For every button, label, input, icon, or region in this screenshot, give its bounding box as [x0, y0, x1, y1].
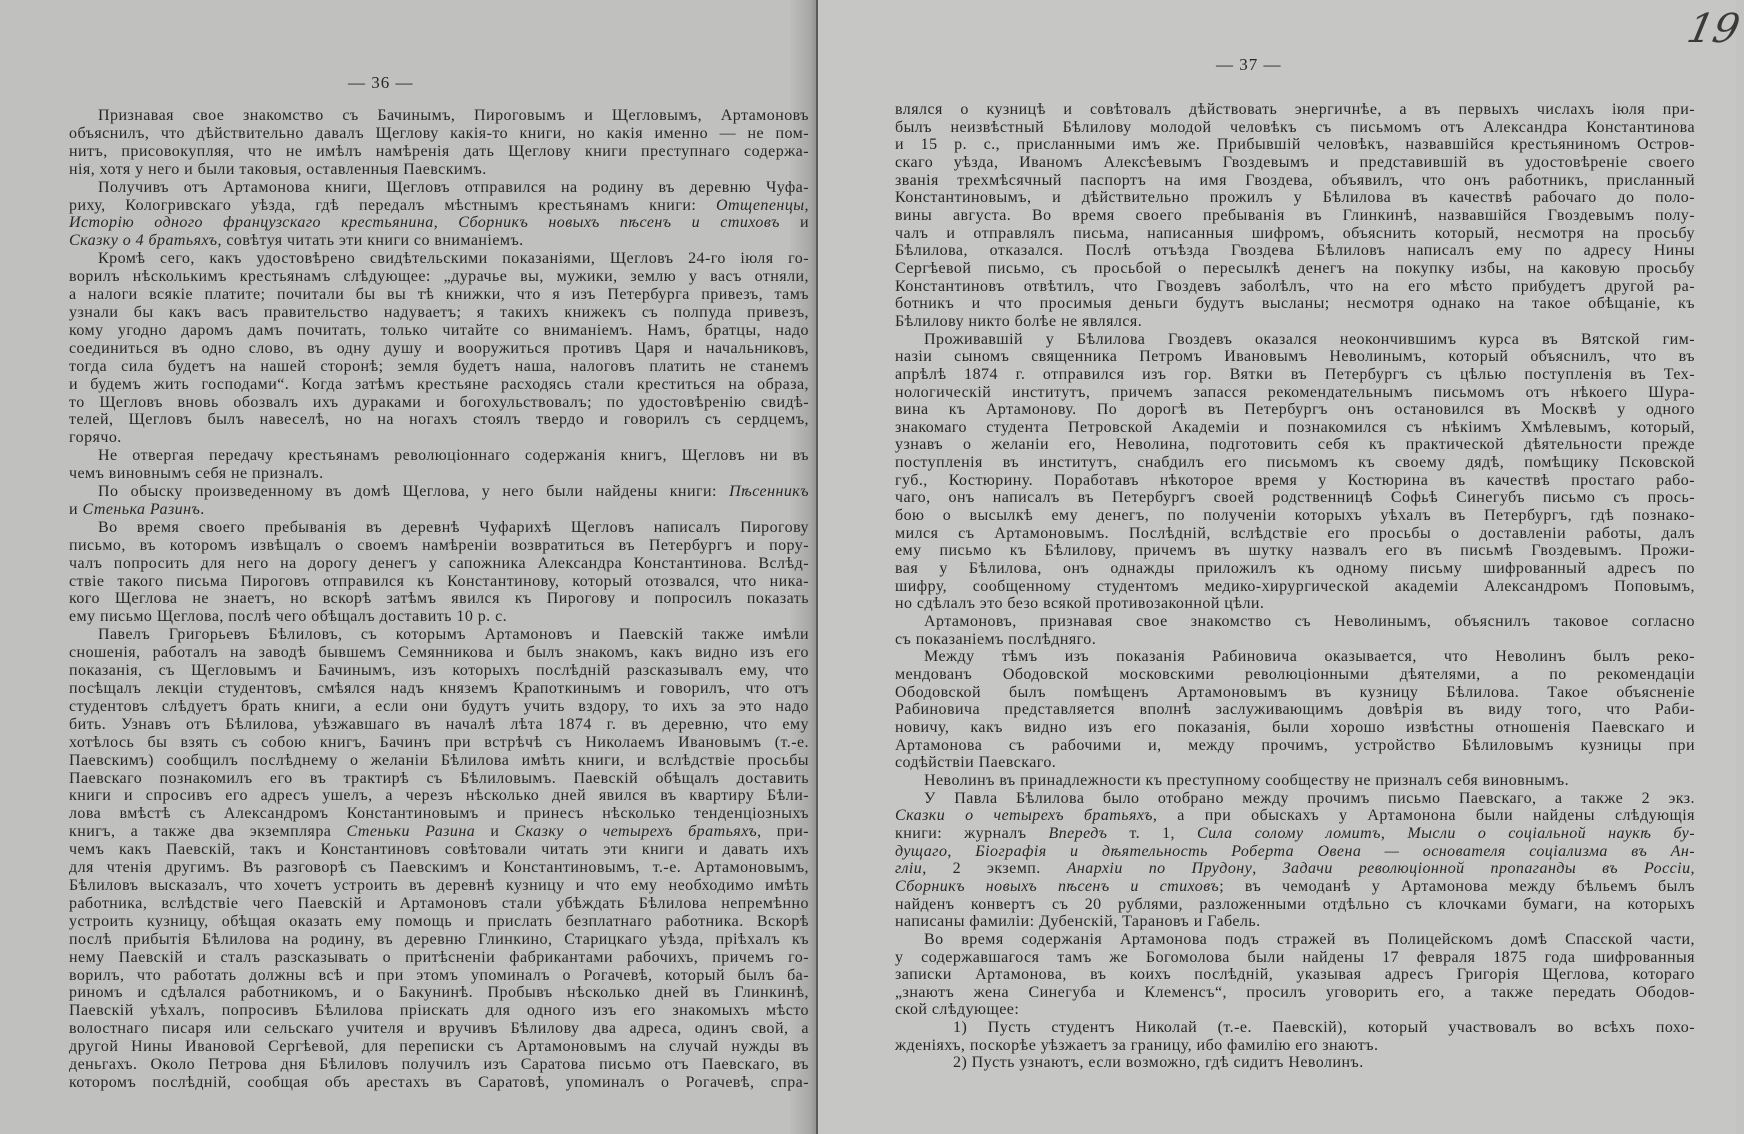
text-line: содѣйствіи Паевскаго.	[895, 754, 1057, 772]
text-segment: и	[69, 500, 83, 518]
text-line: Рабиновича представляется вполнѣ заслуживающимъ довѣрія въ виду того, что Раби-	[895, 701, 1695, 719]
paragraph	[895, 772, 1695, 790]
italic-title: Сказку о 4 братьяхъ	[69, 232, 218, 250]
text-segment: риху, Кологривскаго уѣзда, гдѣ передалъ мѣстнымъ крестьянамъ книги:	[69, 196, 716, 214]
text-line: нему Паевскій и сталъ разсказывать о притѣсненіи фабрикантами рабочихъ, причемъ го-	[69, 948, 809, 966]
text-line: хотѣлось бы взять съ собою книгъ, Бачинъ при встрѣчѣ съ Николаемъ Ивановымъ (т.-е.	[69, 733, 809, 751]
text-line: ему письмо Щеглова, послѣ чего обѣщалъ доставить 10 р. с.	[69, 608, 508, 626]
italic-title: Мысли о соціальной наукѣ бу-	[1407, 824, 1695, 842]
text-line: лова вмѣстѣ съ Александромъ Константиновымъ и принесъ нѣсколько тенденціозныхъ	[69, 805, 809, 823]
text-line: вина къ Артамонову. По дорогѣ въ Петербургъ онъ остановился въ Москвѣ у одного	[895, 401, 1695, 419]
text-line: апрѣлѣ 1874 г. отправился изъ гор. Вятки въ Петербургъ съ цѣлью поступленія въ Тех-	[895, 365, 1695, 383]
italic-title: Сборникъ новыхъ пѣсенъ и стиховъ	[895, 877, 1220, 895]
text-segment: ,	[433, 214, 459, 232]
text-line: найденъ конвертъ съ 20 рублями, разложенными отдѣльно съ клочками бумаги, на которыхъ	[895, 895, 1695, 913]
text-segment: По обыску произведенному въ домѣ Щеглова, у него были найдены книги:	[98, 483, 730, 501]
text-line: чалъ и отправлялъ письма, написанныя шифромъ, объяснить который, несмотря на просьбу	[895, 224, 1695, 242]
text-line: Артамоновъ, признавая свое знакомство съ Неволинымъ, объяснилъ таковое согласно	[924, 613, 1695, 631]
text-line: соединиться въ одно слово, въ одну душу и вооружиться противъ Царя и начальниковъ,	[69, 339, 809, 357]
text-line: записки Артамонова, въ коихъ послѣдній, указывая адресъ Григорія Щеглова, котораго	[895, 966, 1695, 984]
text-line: У Павла Бѣлилова было отобрано между прочимъ письмо Паевскаго, а также 2 экз.	[924, 789, 1695, 807]
italic-title: гліи	[895, 860, 923, 878]
paragraph	[69, 447, 809, 483]
text-line: риномъ и сдѣлался работникомъ, и о Бакунинѣ. Пробывъ нѣсколько дней въ Глинкинѣ,	[69, 984, 809, 1002]
text-line: Признавая свое знакомство съ Бачинымъ, Пироговымъ и Щегловымъ, Артамоновъ	[98, 107, 809, 124]
paragraph	[895, 931, 1695, 1019]
text-line: ворилъ, что работать должны всѣ и при этомъ упоминалъ о Рогачевѣ, который былъ ба-	[69, 966, 809, 984]
text-line: написаны фамиліи: Дубенскій, Тарановъ и Габель.	[895, 913, 1261, 931]
text-line: горячо.	[69, 429, 122, 447]
text-line: 1) Пусть студентъ Николай (т.-е. Паевскій), который участвовалъ во всѣхъ похо-	[953, 1019, 1695, 1037]
text-segment: книги: журналъ	[895, 824, 1049, 842]
text-line: шифру, сообщенному студентомъ медико-хирургической академіи Александромъ Поповымъ,	[895, 577, 1695, 595]
text-line: для чтенія другимъ. Въ разговорѣ съ Паевскимъ и Константиновымъ, т.-е. Артамоновымъ,	[69, 859, 809, 877]
text-segment: ,	[1252, 860, 1283, 878]
paragraph	[69, 483, 809, 519]
text-line: Не отвергая передачу крестьянамъ революціоннаго содержанія книгъ, Щегловъ ни въ	[98, 447, 809, 465]
italic-title: Отщепенцы,	[715, 196, 809, 214]
text-line: званія трехмѣсячный паспортъ на имя Гвоздева, объявилъ, что онъ работникъ, присланный	[895, 171, 1695, 189]
italic-title: дущаго	[895, 842, 948, 860]
text-segment: ; въ чемоданѣ у Артамонова между бѣльемъ былъ	[1219, 877, 1696, 895]
text-line: Константиновымъ, и дѣйствительно прожилъ у Бѣлилова въ качествѣ рабочаго до поло-	[895, 189, 1695, 207]
text-line: Во время своего пребыванія въ деревнѣ Чуфарихѣ Щегловъ написалъ Пирогову	[98, 518, 809, 536]
page-37-text	[895, 101, 1695, 1072]
italic-title: Стеньки Разина	[346, 823, 476, 841]
text-line	[69, 501, 809, 519]
text-line	[69, 823, 809, 841]
text-line: нологическій институтъ, причемъ запасся рекомендательнымъ письмомъ отъ нѣкоего Шура-	[895, 383, 1695, 401]
text-line: Бѣлилова, отказался. Послѣ отъѣзда Гвоздева Бѣлиловъ написалъ ему по адресу Нины	[895, 242, 1695, 260]
text-line: то Щегловъ вновь обозвалъ ихъ дураками и богохульствовалъ; по удостовѣренію свидѣ-	[69, 393, 809, 411]
text-line: Павелъ Григорьевъ Бѣлиловъ, съ которымъ Артамоновъ и Паевскій также имѣли	[98, 626, 809, 644]
text-line	[69, 214, 809, 232]
italic-title: Сила солому ломитъ	[1196, 824, 1381, 842]
text-line: но сдѣлалъ это безо всякой противозаконной цѣли.	[895, 595, 1265, 613]
text-line: деньгахъ. Около Петрова дня Бѣлиловъ получилъ изъ Саратова письмо отъ Паевскаго, въ	[69, 1056, 809, 1074]
text-line: назіи сыномъ священника Петромъ Ивановымъ Неволинымъ, который объяснилъ, что въ	[895, 348, 1695, 366]
text-segment: .	[200, 500, 205, 518]
handwritten-folio-number: 19	[1683, 6, 1744, 52]
text-line: Получивъ отъ Артамонова книги, Щегловъ отправился на родину въ деревню Чуфа-	[98, 178, 809, 196]
text-line: Паевскій уѣхалъ, попросивъ Бѣлилова пріискать для одного изъ его знакомыхъ мѣсто	[69, 1002, 809, 1020]
text-line: Проживавшій у Бѣлилова Гвоздевъ оказался неокончившимъ курса въ Вятской гим-	[924, 330, 1695, 348]
text-line: нія, хотя у него и были таковыя, оставленныя Паевскимъ.	[69, 160, 487, 178]
italic-title: Сказки о четырехъ братьяхъ	[895, 807, 1153, 825]
text-line: Ободовской былъ помѣщенъ Артамоновымъ въ кузницу Бѣлилова. Такое объясненіе	[895, 683, 1695, 701]
paragraph	[895, 1019, 1695, 1054]
text-segment: , а при обыскахъ у Артамонона были найдены слѣдующія	[1152, 807, 1695, 825]
text-line: „знаютъ жена Синегуба и Клеменсъ“, просилъ уговорить его, а также передать Ободов-	[895, 983, 1695, 1001]
text-line: ворилъ нѣсколькимъ крестьянамъ слѣдующее: „дурачье вы, мужики, землю у васъ отняли,	[69, 268, 809, 286]
text-line: знакомаго студента Петровской Академіи и познакомился съ нѣкіимъ Хмѣлевымъ, который,	[895, 418, 1695, 436]
text-line: Бѣлилову никто болѣе не являлся.	[895, 312, 1143, 330]
text-segment: и	[779, 214, 809, 232]
text-line: кому угодно даромъ дамъ почитать, только читайте со вниманіемъ. Намъ, братцы, надо	[69, 321, 809, 339]
paragraph	[895, 101, 1695, 331]
text-line: студентовъ слѣдуетъ брать книги, а если они будутъ учить вздору, то ихъ за это надо	[69, 697, 809, 715]
text-line: новичу, какъ видно изъ его показанія, были хорошо извѣстны отношенія Паевскаго и	[895, 718, 1695, 736]
text-line: Сергѣевой письмо, съ просьбой о пересылкѣ денегъ на покупку избы, на каковую просьбу	[895, 259, 1695, 277]
text-segment: и	[475, 823, 515, 841]
text-line: сношенія, работалъ на заводѣ бывшемъ Семянникова и былъ знакомъ, какъ видно изъ его	[69, 644, 809, 662]
page-36-text	[69, 107, 809, 1092]
italic-title: Впередъ	[1048, 824, 1108, 842]
text-line: Паевскаго познакомилъ его въ трактирѣ съ Бѣлиловымъ. Паевскій обѣщалъ доставить	[69, 769, 809, 787]
text-line: объяснилъ, что дѣйствительно давалъ Щеглову какія-то книги, но какія именно — не пом-	[69, 124, 809, 142]
text-line: Кромѣ сего, какъ удостовѣрено свидѣтельскими показаніями, Щегловъ 24-го іюля го-	[98, 250, 809, 268]
paragraph	[69, 519, 809, 626]
text-line: вины августа. Во время своего пребыванія въ Глинкинѣ, назвавшійся Гвоздевымъ полу-	[895, 206, 1695, 224]
paragraph	[69, 107, 809, 179]
italic-title: Стенька Разинъ	[82, 500, 201, 518]
text-line: у содержавшагося тамъ же Богомолова были найдены 17 февраля 1875 года шифрованныя	[895, 948, 1695, 966]
text-line: ской слѣдующее:	[895, 1001, 1020, 1019]
text-line: Неволинъ въ принадлежности къ преступному сообществу не призналъ себя виновнымъ.	[924, 771, 1570, 789]
text-line: Между тѣмъ изъ показанія Рабиновича оказывается, что Неволинъ былъ реко-	[924, 648, 1695, 666]
italic-title: Біографія и дѣятельность Роберта Овена — основателя соціализма въ Ан-	[975, 842, 1695, 860]
text-line: нитъ, присовокупляя, что не имѣлъ намѣренія дать Щеглову книги преступнаго содержа-	[69, 142, 809, 160]
text-line: и будемъ жить господами“. Когда затѣмъ крестьяне расходясь стали креститься на образа,	[69, 375, 809, 393]
italic-title: Пѣсенникъ	[729, 483, 809, 501]
text-segment: , 2 экземп.	[922, 860, 1067, 878]
text-line: книги и спросивъ его адресъ ушелъ, а черезъ нѣсколько дней явился въ квартиру Бѣли-	[69, 787, 809, 805]
text-line: и 15 р. с., присланными имъ же. Прибывшій человѣкъ, назвавшійся крестьяниномъ Остров-	[895, 136, 1695, 154]
text-line	[69, 483, 809, 501]
page-number-left: — 36 —	[348, 73, 414, 92]
text-line: ботникъ и что просимыя деньги будутъ высланы; несмотря однако на такое обѣщаніе, къ	[895, 295, 1695, 313]
text-line: Во время содержанія Артамонова подъ стражей въ Полицейскомъ домѣ Спасской части,	[924, 930, 1695, 948]
text-line: кого Щеглова не знаетъ, но вскорѣ затѣмъ явился къ Пирогову и попросилъ показать	[69, 590, 809, 608]
text-line: 2) Пусть узнаютъ, если возможно, гдѣ сидитъ Неволинъ.	[953, 1054, 1364, 1072]
text-line	[69, 232, 809, 250]
text-line: чаго, онъ написалъ въ Петербургъ своей родственницѣ Софьѣ Синегубъ письмо съ прось-	[895, 489, 1695, 507]
text-line	[69, 197, 809, 215]
text-line: работника, вслѣдствіе чего Паевскій и Артамоновъ стали убѣждать Бѣлилова непремѣнно	[69, 894, 809, 912]
text-line: узнавъ о желаніи его, Неволина, подготовить себя къ практической дѣятельности прежде	[895, 436, 1695, 454]
paragraph	[69, 179, 809, 251]
text-line: показанія, съ Щегловымъ и Бачинымъ, изъ которыхъ послѣдній разсказывалъ ему, что	[69, 662, 809, 680]
text-line	[895, 825, 1695, 843]
text-segment: , совѣтуя читать эти книги со вниманіемъ.	[217, 232, 524, 250]
italic-title: Сборникъ новыхъ пѣсенъ и стиховъ	[458, 214, 780, 232]
text-line: а налоги всякіе платите; почитали бы вы тѣ книжки, что я изъ Петербурга привезъ, тамъ	[69, 286, 809, 304]
text-line: ствіе такого письма Пироговъ отправился къ Константинову, который отозвался, что ника-	[69, 572, 809, 590]
text-line: былъ неизвѣстный Бѣлилову молодой человѣкъ съ письмомъ отъ Александра Константинова	[895, 118, 1695, 136]
page-number-right: — 37 —	[1216, 55, 1282, 74]
italic-title: Исторію одного французскаго крестьянина	[69, 214, 434, 232]
text-line: ему письмо къ Бѣлилову, причемъ въ шутку назвалъ его въ письмѣ Гвоздевымъ. Прожи-	[895, 542, 1695, 560]
text-line: жденіяхъ, поскорѣе уѣзжаетъ за границу, ибо фамилію его знаютъ.	[895, 1036, 1379, 1054]
paragraph	[895, 648, 1695, 772]
gutter-divider	[816, 0, 818, 1134]
italic-title: Задачи революціонной пропаганды въ Россіи,	[1282, 860, 1695, 878]
text-segment: ,	[947, 842, 976, 860]
text-line: бить. Узнавъ отъ Бѣлилова, уѣзжавшаго въ началѣ лѣта 1874 г. въ деревню, что ему	[69, 715, 809, 733]
text-line: скаго уѣзда, Иваномъ Алексѣевымъ Гвоздевымъ и представившій въ удостовѣреніе своего	[895, 153, 1695, 171]
text-line	[895, 843, 1695, 861]
text-line: узнали бы какъ васъ правительство надуваетъ; я такихъ книжекъ съ полпуда привезъ,	[69, 303, 809, 321]
text-line: Константиновъ отвѣтилъ, что Гвоздевъ заболѣлъ, что на его мѣсто прибудетъ другой ра-	[895, 277, 1695, 295]
text-line: тогда сила будетъ на нашей сторонѣ; земля будетъ наша, налоговъ платить не станемъ	[69, 357, 809, 375]
text-line	[895, 807, 1695, 825]
italic-title: Сказку о четырехъ братьяхъ	[514, 823, 758, 841]
paragraph	[895, 790, 1695, 931]
text-line: Паевскимъ) сообщилъ послѣднему о желаніи Бѣлилова имѣть книги, и вслѣдствіе просьбы	[69, 751, 809, 769]
text-segment: книгъ, а также два экземпляра	[69, 823, 347, 841]
text-line: мендованъ Ободовской московскими революціонными дѣятелями, а по рекомендаціи	[895, 666, 1695, 683]
text-line	[895, 860, 1695, 878]
text-line: письмо, въ которомъ извѣщалъ о своемъ намѣреніи возвратиться въ Петербургъ и пору-	[69, 536, 809, 554]
paragraph	[895, 613, 1695, 648]
text-line: губ., Костюрину. Поработавъ нѣкоторое время у Костюрина въ качествѣ простаго рабо-	[895, 471, 1695, 489]
text-line: Бѣлиловъ высказалъ, что хочетъ устроить въ деревнѣ кузницу и что ему необходимо имѣть	[69, 876, 809, 894]
text-line: чалъ попросить для него на дорогу денегъ у сапожника Александра Константинова. Вслѣд-	[69, 554, 809, 572]
italic-title: Анархіи по Прудону	[1066, 860, 1253, 878]
text-line: другой Нины Ивановой Сергѣевой, для переписки съ Артамоновымъ на случай нужды въ	[69, 1038, 809, 1056]
paragraph	[69, 626, 809, 1092]
paragraph	[69, 250, 809, 447]
text-line	[895, 878, 1695, 896]
paragraph	[895, 1054, 1695, 1072]
text-segment: т. 1,	[1107, 824, 1197, 842]
text-line: Артамонова съ рабочими и, между прочимъ, устройство Бѣлиловымъ кузницы при	[895, 736, 1695, 754]
text-line: поступленія въ институтъ, снабдилъ его письмомъ къ своему дядѣ, помѣщику Псковской	[895, 454, 1695, 472]
text-line: чемъ какъ Паевскій, такъ и Константиновъ совѣтовали читать эти книги и давать ихъ	[69, 841, 809, 859]
text-line: устроить кузницу, обѣщая оказать ему помощь и прислать безплатнаго работника. Вскорѣ	[69, 912, 809, 930]
text-line: послѣ прибытія Бѣлилова на родину, въ деревню Глинкино, Старицкаго уѣзда, пріѣхалъ къ	[69, 930, 809, 948]
paragraph	[895, 331, 1695, 614]
text-line: которомъ послѣдній, сообщая объ арестахъ въ Саратовѣ, упоминалъ о Рогачевѣ, спра-	[69, 1073, 809, 1091]
text-line: съ показаніемъ послѣдняго.	[895, 630, 1097, 648]
text-line: влялся о кузницѣ и совѣтовалъ дѣйствовать энергичнѣе, а въ первыхъ числахъ іюля при-	[895, 101, 1695, 118]
text-line: чемъ виновнымъ себя не призналъ.	[69, 465, 324, 483]
text-segment: ,	[1380, 824, 1408, 842]
text-line: мился съ Артамоновымъ. Послѣдній, вслѣдствіе его просьбы о доставленіи работы, далъ	[895, 524, 1695, 542]
text-line: бою о высылкѣ ему денегъ, по полученіи которыхъ уѣхалъ въ Петербургъ, гдѣ познако-	[895, 507, 1695, 525]
text-line: волостнаго писаря или сельскаго учителя и вручивъ Бѣлилову два адреса, одинъ свой, а	[69, 1020, 809, 1038]
text-line: телей, Щегловъ былъ навеселѣ, но на ногахъ стоялъ твердо и говорилъ съ сердцемъ,	[69, 411, 809, 429]
text-segment: , при-	[757, 823, 809, 841]
text-line: посѣщалъ лекціи студентовъ, смѣялся надъ княземъ Крапоткинымъ и говорилъ, что отъ	[69, 680, 809, 697]
text-line: вая у Бѣлилова, онъ однажды приложилъ къ одному письму шифрованный адресъ по	[895, 560, 1695, 578]
